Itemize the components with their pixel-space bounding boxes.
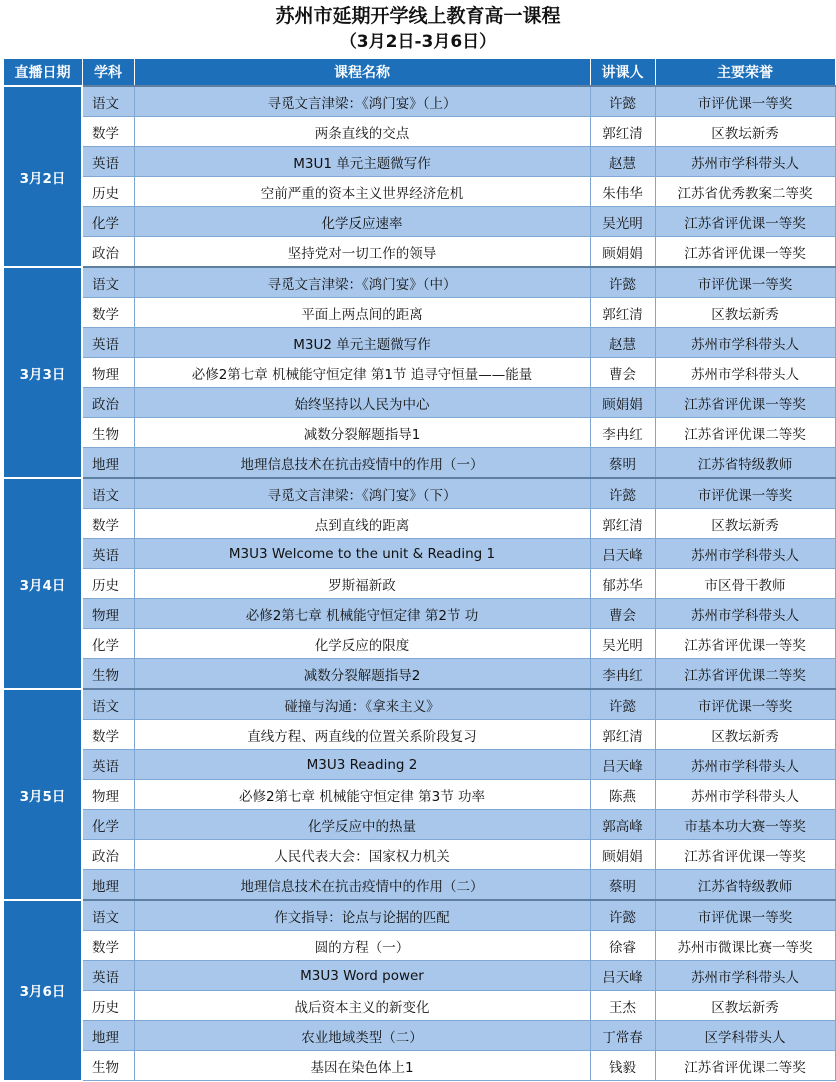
honor-cell: 苏州市学科带头人 <box>655 599 835 629</box>
honor-cell: 区教坛新秀 <box>655 298 835 328</box>
teacher-cell: 许懿 <box>590 86 655 117</box>
subject-cell: 政治 <box>82 388 134 418</box>
subject-cell: 数学 <box>82 931 134 961</box>
teacher-cell: 顾娟娟 <box>590 840 655 870</box>
subject-cell: 生物 <box>82 1051 134 1081</box>
subject-cell: 政治 <box>82 840 134 870</box>
table-row <box>3 900 835 931</box>
subject-cell: 英语 <box>82 961 134 991</box>
table-row <box>3 870 835 901</box>
honor-cell: 苏州市学科带头人 <box>655 961 835 991</box>
table-row <box>3 961 835 991</box>
honor-cell: 江苏省评优课一等奖 <box>655 840 835 870</box>
course-cell: 减数分裂解题指导1 <box>134 418 590 448</box>
subject-cell: 语文 <box>82 689 134 720</box>
teacher-cell: 曹会 <box>590 599 655 629</box>
honor-cell: 市区骨干教师 <box>655 569 835 599</box>
honor-cell: 区教坛新秀 <box>655 117 835 147</box>
honor-cell: 江苏省特级教师 <box>655 870 835 901</box>
subject-cell: 数学 <box>82 720 134 750</box>
table-row <box>3 298 835 328</box>
honor-cell: 江苏省评优课一等奖 <box>655 629 835 659</box>
course-cell: 作文指导：论点与论据的匹配 <box>134 900 590 931</box>
honor-cell: 区教坛新秀 <box>655 720 835 750</box>
table-row <box>3 328 835 358</box>
title-block <box>0 0 836 56</box>
teacher-cell: 蔡明 <box>590 870 655 901</box>
course-cell: M3U2 单元主题微写作 <box>134 328 590 358</box>
course-cell: 两条直线的交点 <box>134 117 590 147</box>
teacher-cell: 李冉红 <box>590 418 655 448</box>
honor-cell: 江苏省评优课一等奖 <box>655 388 835 418</box>
teacher-cell: 郭高峰 <box>590 810 655 840</box>
subject-cell: 英语 <box>82 539 134 569</box>
table-row <box>3 117 835 147</box>
teacher-cell: 赵慧 <box>590 147 655 177</box>
date-cell: 3月4日 <box>3 478 82 689</box>
honor-cell: 苏州市学科带头人 <box>655 539 835 569</box>
teacher-cell: 吴光明 <box>590 207 655 237</box>
honor-cell: 江苏省评优课二等奖 <box>655 659 835 690</box>
honor-cell: 苏州市学科带头人 <box>655 750 835 780</box>
course-cell: 化学反应中的热量 <box>134 810 590 840</box>
honor-cell: 苏州市学科带头人 <box>655 328 835 358</box>
teacher-cell: 郭红清 <box>590 509 655 539</box>
course-cell: 寻觅文言津梁：《鸿门宴》（下） <box>134 478 590 509</box>
teacher-cell: 许懿 <box>590 689 655 720</box>
table-row <box>3 720 835 750</box>
subject-cell: 化学 <box>82 810 134 840</box>
teacher-cell: 丁常春 <box>590 1021 655 1051</box>
teacher-cell: 钱毅 <box>590 1051 655 1081</box>
teacher-cell: 郭红清 <box>590 298 655 328</box>
teacher-cell: 顾娟娟 <box>590 237 655 268</box>
course-cell: 必修2第七章 机械能守恒定律 第3节 功率 <box>134 780 590 810</box>
honor-cell: 区学科带头人 <box>655 1021 835 1051</box>
teacher-cell: 陈燕 <box>590 780 655 810</box>
subject-cell: 地理 <box>82 1021 134 1051</box>
honor-cell: 江苏省评优课一等奖 <box>655 237 835 268</box>
subject-cell: 语文 <box>82 267 134 298</box>
table-row <box>3 599 835 629</box>
table-row <box>3 750 835 780</box>
header-subject: 学科 <box>82 59 134 87</box>
table-row <box>3 237 835 268</box>
table-row <box>3 780 835 810</box>
course-cell: 化学反应速率 <box>134 207 590 237</box>
course-cell: 罗斯福新政 <box>134 569 590 599</box>
teacher-cell: 郭红清 <box>590 720 655 750</box>
course-cell: 寻觅文言津梁：《鸿门宴》（上） <box>134 86 590 117</box>
course-cell: 基因在染色体上1 <box>134 1051 590 1081</box>
teacher-cell: 吕天峰 <box>590 539 655 569</box>
honor-cell: 江苏省特级教师 <box>655 448 835 479</box>
subject-cell: 数学 <box>82 298 134 328</box>
course-cell: 平面上两点间的距离 <box>134 298 590 328</box>
honor-cell: 江苏省评优课一等奖 <box>655 207 835 237</box>
subject-cell: 化学 <box>82 207 134 237</box>
course-cell: 寻觅文言津梁：《鸿门宴》（中） <box>134 267 590 298</box>
table-row <box>3 539 835 569</box>
table-row <box>3 267 835 298</box>
table-row <box>3 569 835 599</box>
course-cell: M3U1 单元主题微写作 <box>134 147 590 177</box>
honor-cell: 市评优课一等奖 <box>655 478 835 509</box>
course-cell: 农业地域类型（二） <box>134 1021 590 1051</box>
schedule-table <box>2 58 836 1082</box>
course-cell: 地理信息技术在抗击疫情中的作用（二） <box>134 870 590 901</box>
teacher-cell: 赵慧 <box>590 328 655 358</box>
honor-cell: 苏州市微课比赛一等奖 <box>655 931 835 961</box>
honor-cell: 市评优课一等奖 <box>655 267 835 298</box>
subject-cell: 历史 <box>82 569 134 599</box>
table-row <box>3 207 835 237</box>
subject-cell: 生物 <box>82 418 134 448</box>
subject-cell: 政治 <box>82 237 134 268</box>
subject-cell: 物理 <box>82 358 134 388</box>
subject-cell: 数学 <box>82 509 134 539</box>
header-honor: 主要荣誉 <box>655 59 835 87</box>
course-cell: 人民代表大会：国家权力机关 <box>134 840 590 870</box>
course-cell: 战后资本主义的新变化 <box>134 991 590 1021</box>
teacher-cell: 许懿 <box>590 267 655 298</box>
course-cell: 地理信息技术在抗击疫情中的作用（一） <box>134 448 590 479</box>
teacher-cell: 王杰 <box>590 991 655 1021</box>
table-row <box>3 689 835 720</box>
honor-cell: 江苏省评优课二等奖 <box>655 418 835 448</box>
subject-cell: 语文 <box>82 86 134 117</box>
teacher-cell: 李冉红 <box>590 659 655 690</box>
teacher-cell: 郭红清 <box>590 117 655 147</box>
subject-cell: 语文 <box>82 478 134 509</box>
course-cell: 点到直线的距离 <box>134 509 590 539</box>
date-cell: 3月6日 <box>3 900 82 1081</box>
header-row <box>3 59 835 87</box>
course-cell: 化学反应的限度 <box>134 629 590 659</box>
table-row <box>3 177 835 207</box>
teacher-cell: 曹会 <box>590 358 655 388</box>
teacher-cell: 顾娟娟 <box>590 388 655 418</box>
honor-cell: 苏州市学科带头人 <box>655 358 835 388</box>
honor-cell: 区教坛新秀 <box>655 991 835 1021</box>
table-row <box>3 509 835 539</box>
honor-cell: 苏州市学科带头人 <box>655 147 835 177</box>
teacher-cell: 许懿 <box>590 900 655 931</box>
honor-cell: 苏州市学科带头人 <box>655 780 835 810</box>
honor-cell: 区教坛新秀 <box>655 509 835 539</box>
honor-cell: 市评优课一等奖 <box>655 86 835 117</box>
header-course: 课程名称 <box>134 59 590 87</box>
table-row <box>3 448 835 479</box>
teacher-cell: 郁苏华 <box>590 569 655 599</box>
honor-cell: 市评优课一等奖 <box>655 900 835 931</box>
table-row <box>3 1021 835 1051</box>
course-cell: 必修2第七章 机械能守恒定律 第2节 功 <box>134 599 590 629</box>
header-date: 直播日期 <box>3 59 82 87</box>
subject-cell: 英语 <box>82 328 134 358</box>
honor-cell: 市基本功大赛一等奖 <box>655 810 835 840</box>
course-cell: 减数分裂解题指导2 <box>134 659 590 690</box>
teacher-cell: 许懿 <box>590 478 655 509</box>
table-row <box>3 86 835 117</box>
table-row <box>3 418 835 448</box>
subject-cell: 历史 <box>82 991 134 1021</box>
subject-cell: 英语 <box>82 147 134 177</box>
header-teacher: 讲课人 <box>590 59 655 87</box>
table-row <box>3 478 835 509</box>
date-cell: 3月3日 <box>3 267 82 478</box>
course-cell: 直线方程、两直线的位置关系阶段复习 <box>134 720 590 750</box>
teacher-cell: 蔡明 <box>590 448 655 479</box>
course-cell: 始终坚持以人民为中心 <box>134 388 590 418</box>
schedule-body <box>3 86 835 1081</box>
course-cell: 坚持党对一切工作的领导 <box>134 237 590 268</box>
page-subtitle: （3月2日-3月6日） <box>339 32 497 52</box>
teacher-cell: 徐睿 <box>590 931 655 961</box>
subject-cell: 地理 <box>82 448 134 479</box>
subject-cell: 化学 <box>82 629 134 659</box>
course-cell: 空前严重的资本主义世界经济危机 <box>134 177 590 207</box>
subject-cell: 历史 <box>82 177 134 207</box>
course-cell: M3U3 Welcome to the unit & Reading 1 <box>134 539 590 569</box>
subject-cell: 生物 <box>82 659 134 690</box>
teacher-cell: 朱伟华 <box>590 177 655 207</box>
subject-cell: 英语 <box>82 750 134 780</box>
subject-cell: 数学 <box>82 117 134 147</box>
table-row <box>3 388 835 418</box>
date-cell: 3月2日 <box>3 86 82 267</box>
subject-cell: 物理 <box>82 780 134 810</box>
course-cell: 圆的方程（一） <box>134 931 590 961</box>
course-cell: M3U3 Word power <box>134 961 590 991</box>
table-row <box>3 1051 835 1081</box>
course-cell: M3U3 Reading 2 <box>134 750 590 780</box>
honor-cell: 江苏省优秀教案二等奖 <box>655 177 835 207</box>
table-row <box>3 931 835 961</box>
table-row <box>3 840 835 870</box>
table-row <box>3 629 835 659</box>
teacher-cell: 吴光明 <box>590 629 655 659</box>
course-cell: 必修2第七章 机械能守恒定律 第1节 追寻守恒量——能量 <box>134 358 590 388</box>
honor-cell: 市评优课一等奖 <box>655 689 835 720</box>
table-row <box>3 147 835 177</box>
teacher-cell: 吕天峰 <box>590 750 655 780</box>
subject-cell: 语文 <box>82 900 134 931</box>
course-cell: 碰撞与沟通：《拿来主义》 <box>134 689 590 720</box>
subject-cell: 地理 <box>82 870 134 901</box>
table-row <box>3 810 835 840</box>
subject-cell: 物理 <box>82 599 134 629</box>
table-row <box>3 659 835 690</box>
page-title: 苏州市延期开学线上教育高一课程 <box>275 5 561 27</box>
teacher-cell: 吕天峰 <box>590 961 655 991</box>
table-row <box>3 991 835 1021</box>
honor-cell: 江苏省评优课二等奖 <box>655 1051 835 1081</box>
date-cell: 3月5日 <box>3 689 82 900</box>
table-row <box>3 358 835 388</box>
